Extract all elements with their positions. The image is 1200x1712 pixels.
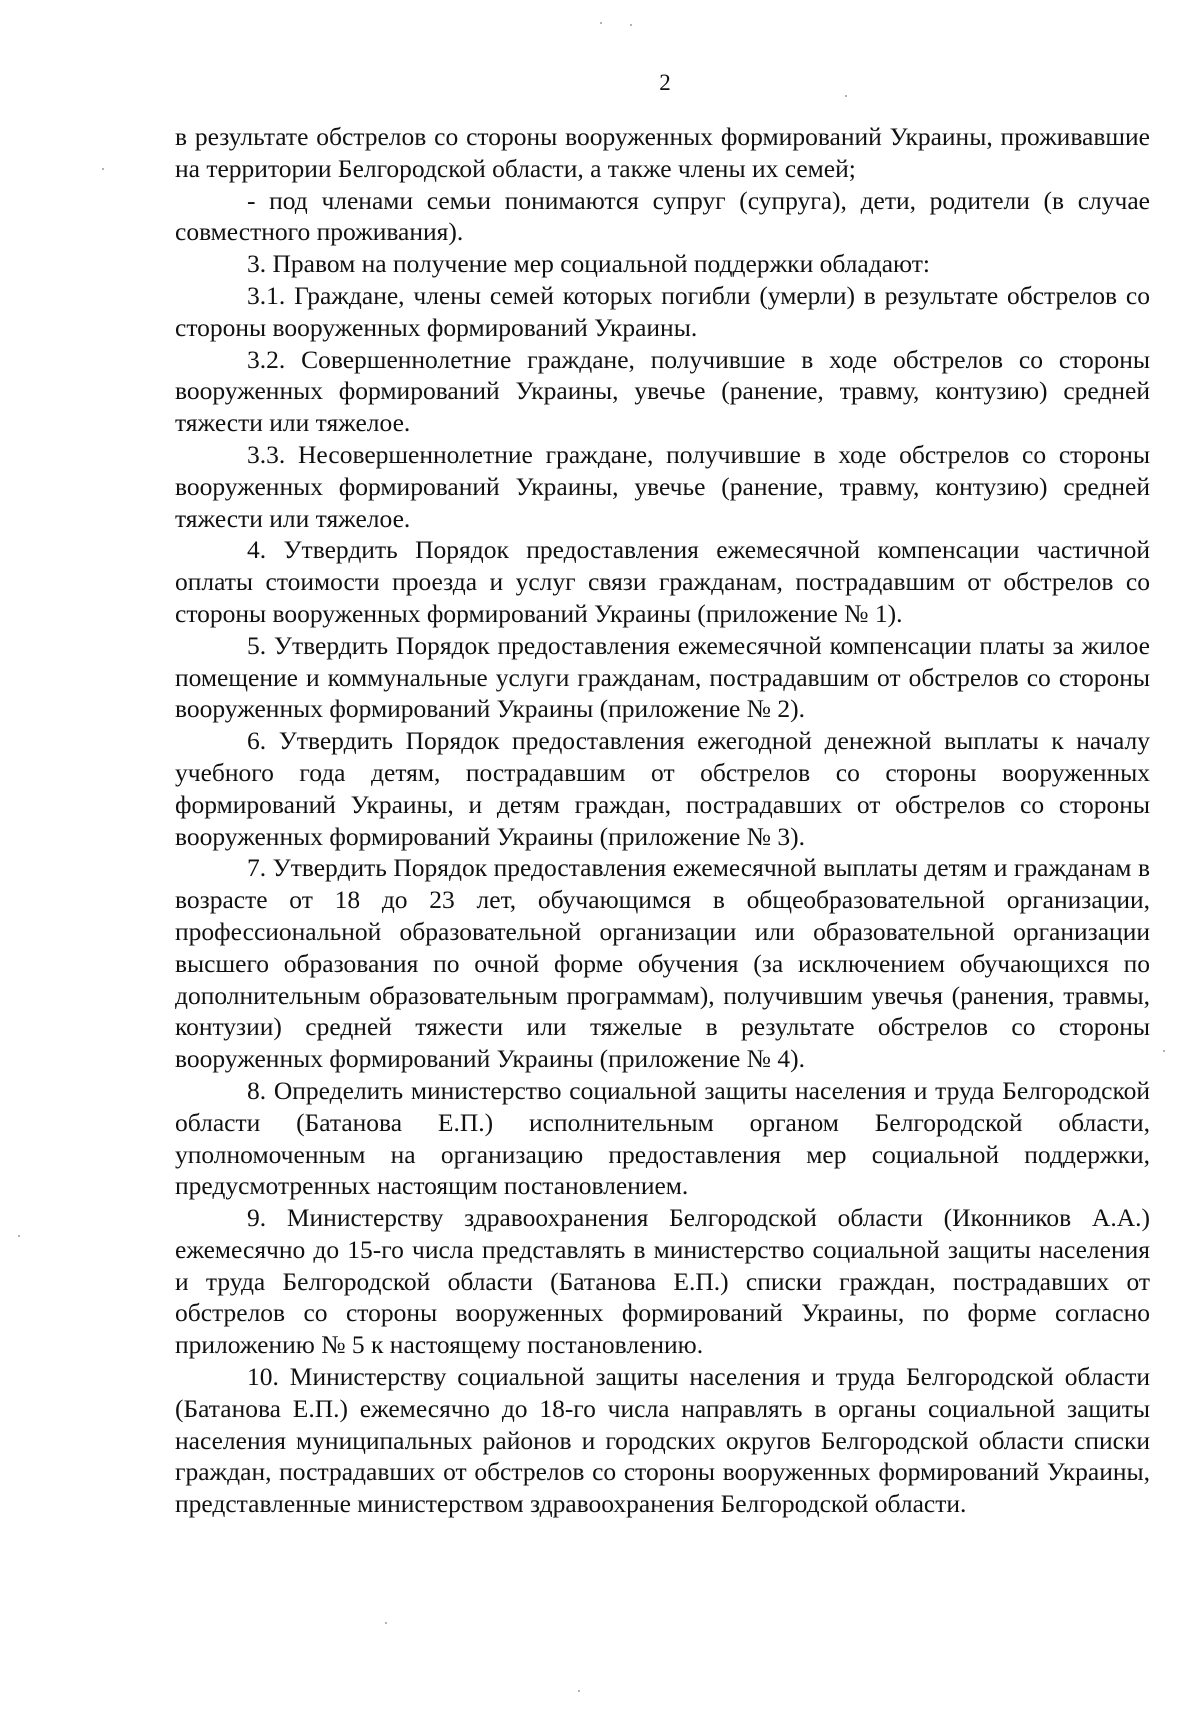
paragraph: 3.3. Несовершеннолетние граждане, получившие в ходе обстрелов со стороны вооруженных формирований Украины, увечье (ранение, травму, контузию) средней тяжести или тяжелое. (175, 439, 1150, 533)
scan-speck (1163, 1050, 1165, 1052)
paragraph: 3.1. Граждане, члены семей которых погибли (умерли) в результате обстрелов со стороны вооруженных формирований Украины. (175, 280, 1150, 342)
page-number: 2 (659, 70, 671, 95)
paragraph: 10. Министерству социальной защиты населения и труда Белгородской области (Батанова Е.П.) ежемесячно до 18-го числа направлять в органы социальной защиты населения муниципальных районов и городских округов Белгородской области списки граждан, пострадавших от обстрелов со стороны вооруженных формирований Украины, представленные министерством здравоохранения Белгородской области. (175, 1362, 1150, 1519)
paragraph: 8. Определить министерство социальной защиты населения и труда Белгородской области (Батанова Е.П.) исполнительным органом Белгородской области, уполномоченным на организацию предоставления мер социальной поддержки, предусмотренных настоящим постановлением. (175, 1075, 1150, 1201)
document-body (175, 121, 1150, 1520)
paragraph: 7. Утвердить Порядок предоставления ежемесячной выплаты детям и гражданам в возрасте от 18 до 23 лет, обучающимся в общеобразовательной организации, профессиональной образовательной организации или образовательной организации высшего образования по очной форме обучения (за исключением обучающихся по дополнительным образовательным программам), получившим увечья (ранения, травмы, контузии) средней тяжести или тяжелые в результате обстрелов со стороны вооруженных формирований Украины (приложение № 4). (175, 853, 1150, 1074)
scan-speck (600, 22, 602, 24)
paragraph: 3.2. Совершеннолетние граждане, получившие в ходе обстрелов со стороны вооруженных формирований Украины, увечье (ранение, травму, контузию) средней тяжести или тяжелое. (175, 344, 1150, 438)
paragraph: 9. Министерству здравоохранения Белгородской области (Иконников А.А.) ежемесячно до 15-го числа представлять в министерство социальной защиты населения и труда Белгородской области (Батанова Е.П.) списки граждан, пострадавших от обстрелов со стороны вооруженных формирований Украины, по форме согласно приложению № 5 к настоящему постановлению. (175, 1203, 1150, 1360)
scan-speck (18, 1235, 20, 1237)
paragraph: 5. Утвердить Порядок предоставления ежемесячной компенсации платы за жилое помещение и коммунальные услуги гражданам, пострадавшим от обстрелов со стороны вооруженных формирований Украины (приложение № 2). (175, 630, 1150, 724)
paragraph: 4. Утвердить Порядок предоставления ежемесячной компенсации частичной оплаты стоимости проезда и услуг связи гражданам, пострадавшим от обстрелов со стороны вооруженных формирований Украины (приложение № 1). (175, 535, 1150, 628)
paragraph: в результате обстрелов со стороны вооруженных формирований Украины, проживавшие на территории Белгородской области, а также члены их семей; (175, 122, 1150, 183)
scan-speck (578, 1690, 580, 1692)
paragraph: - под членами семьи понимаются супруг (супруга), дети, родители (в случае совместного проживания). (175, 185, 1150, 247)
scan-speck (845, 95, 847, 97)
scan-speck (630, 24, 632, 26)
paragraph: 6. Утвердить Порядок предоставления ежегодной денежной выплаты к началу учебного года детям, пострадавшим от обстрелов со стороны вооруженных формирований Украины, и детям граждан, пострадавших от обстрелов со стороны вооруженных формирований Украины (приложение № 3). (175, 726, 1150, 851)
scan-speck (385, 1622, 387, 1624)
scan-speck (102, 168, 104, 170)
paragraph: 3. Правом на получение мер социальной поддержки обладают: (247, 249, 930, 279)
